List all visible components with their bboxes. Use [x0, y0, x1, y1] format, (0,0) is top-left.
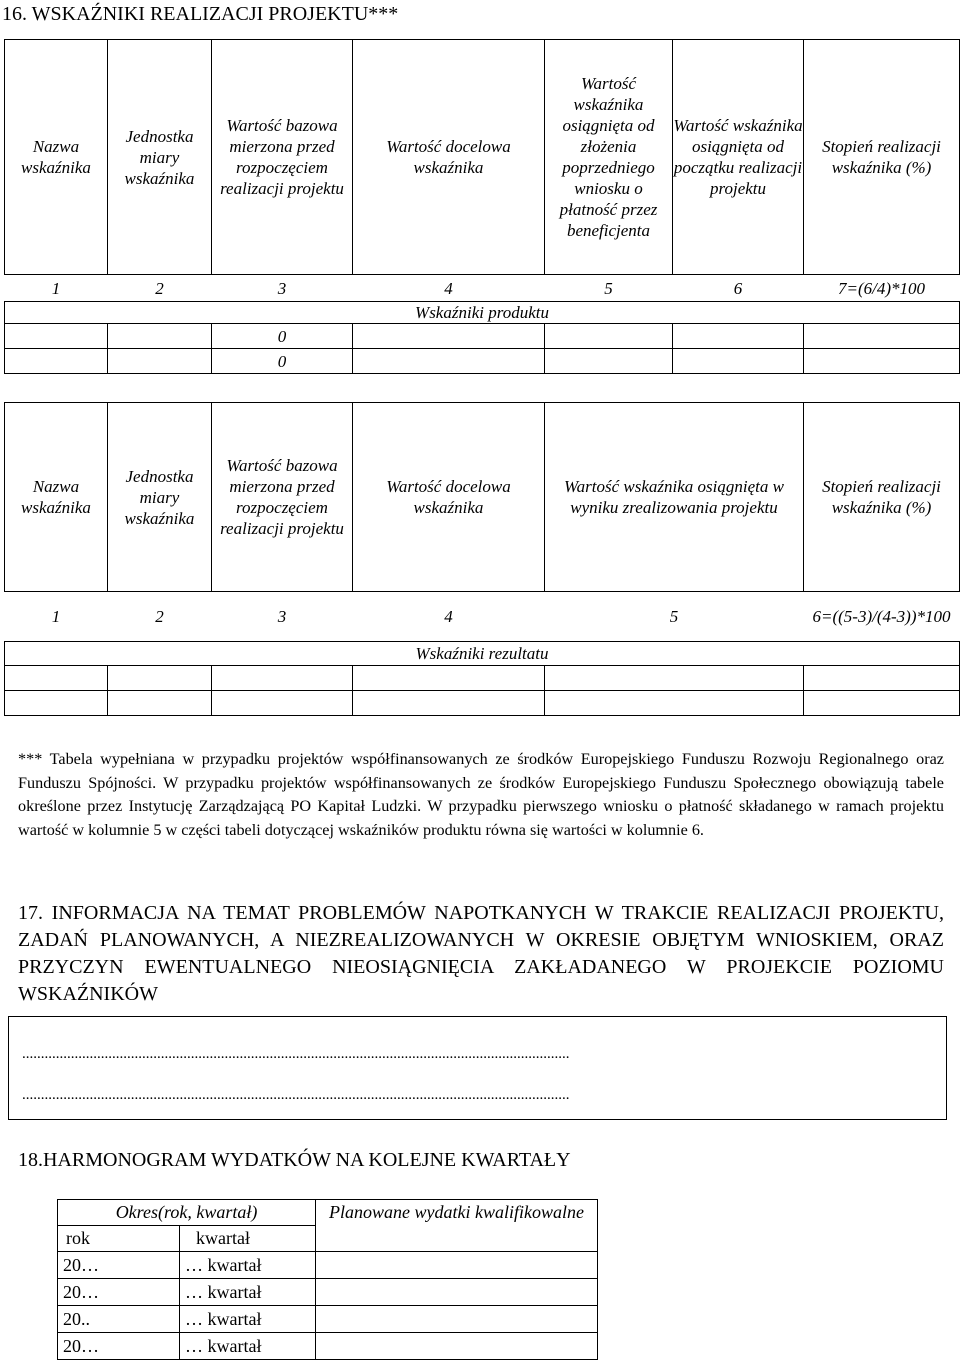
amount-cell[interactable]	[316, 1252, 598, 1279]
header-indicator-name: Nazwa wskaźnika	[5, 403, 108, 592]
col-number: 7=(6/4)*100	[837, 278, 926, 298]
col-number: 1	[51, 278, 61, 298]
year-cell[interactable]: 20…	[58, 1279, 180, 1306]
table-cell[interactable]	[545, 324, 673, 349]
header-baseline: Wartość bazowa mierzona przed rozpoczęciem realizacji projektu	[212, 40, 353, 275]
table-cell[interactable]	[5, 691, 108, 716]
group-label-row	[5, 302, 960, 324]
table-row	[58, 1306, 598, 1333]
quarter-cell[interactable]: … kwartał	[180, 1252, 316, 1279]
table-cell[interactable]	[804, 666, 960, 691]
footnote-text: *** Tabela wypełniana w przypadku projektów współfinansowanych ze środków Europejskiego Funduszu Rozwoju Regionalnego oraz Funduszu Spójności. W przypadku projektów współfinansowanych ze środków Europejskiego Funduszu Społecznego obowiązują tabele określone przez Instytucję Zarządzającą PO Kapitał Ludzki. W przypadku pierwszego wniosku o płatność składanego w ramach projektu wartość w kolumnie 5 w części tabeli dotyczącej wskaźników produktu równa się wartości w kolumnie 6.	[18, 750, 944, 839]
header-achieved: Wartość wskaźnika osiągnięta w wyniku zrealizowania projektu	[545, 403, 804, 592]
header-degree: Stopień realizacji wskaźnika (%)	[804, 40, 960, 275]
col-number: 4	[444, 607, 453, 626]
amount-cell[interactable]	[316, 1306, 598, 1333]
col-number: 5	[669, 607, 679, 626]
year-cell[interactable]: 20…	[58, 1252, 180, 1279]
quarter-cell[interactable]: … kwartał	[180, 1306, 316, 1333]
group-label-result: Wskaźniki rezultatu	[5, 642, 960, 666]
header-year: rok	[58, 1226, 180, 1252]
table-cell[interactable]	[804, 691, 960, 716]
header-since-start: Wartość wskaźnika osiągnięta od początku realizacji projektu	[673, 40, 804, 275]
table-cell[interactable]	[804, 349, 960, 374]
table-cell[interactable]	[545, 691, 804, 716]
column-number-row	[5, 592, 960, 642]
table-cell[interactable]	[353, 666, 545, 691]
quarter-cell[interactable]: … kwartał	[180, 1279, 316, 1306]
table-row	[58, 1252, 598, 1279]
table-cell[interactable]	[353, 324, 545, 349]
product-indicators-table	[4, 39, 960, 374]
header-row	[5, 403, 960, 592]
result-indicators-table	[4, 402, 960, 716]
col-number: 6=((5-3)/(4-3))*100	[812, 607, 951, 626]
header-unit: Jednostka miary wskaźnika	[108, 403, 212, 592]
col-number: 6	[733, 278, 743, 298]
header-row	[5, 40, 960, 275]
schedule-table	[57, 1199, 598, 1360]
column-number-row	[5, 275, 960, 302]
table-cell[interactable]	[108, 691, 212, 716]
table-cell[interactable]	[5, 324, 108, 349]
col-number: 2	[155, 607, 164, 626]
header-target: Wartość docelowa wskaźnika	[353, 403, 545, 592]
table-cell[interactable]	[353, 349, 545, 374]
table-cell[interactable]	[5, 666, 108, 691]
table-cell[interactable]	[108, 349, 212, 374]
table-cell[interactable]: 0	[212, 324, 353, 349]
year-cell[interactable]: 20..	[58, 1306, 180, 1333]
col-number: 4	[444, 278, 453, 298]
quarter-cell[interactable]: … kwartał	[180, 1333, 316, 1360]
table-cell[interactable]	[353, 691, 545, 716]
year-cell[interactable]: 20…	[58, 1333, 180, 1360]
table-cell[interactable]	[673, 349, 804, 374]
table-row	[5, 324, 960, 349]
table-row	[5, 666, 960, 691]
table-row	[58, 1333, 598, 1360]
section-18-title: 18.HARMONOGRAM WYDATKÓW NA KOLEJNE KWARTAŁY	[18, 1149, 571, 1171]
header-since-last-claim: Wartość wskaźnika osiągnięta od złożenia poprzedniego wniosku o płatność przez beneficjenta	[545, 40, 673, 275]
table-cell[interactable]	[212, 666, 353, 691]
table-row	[5, 691, 960, 716]
table-cell[interactable]	[673, 324, 804, 349]
header-degree: Stopień realizacji wskaźnika (%)	[804, 403, 960, 592]
col-number: 3	[277, 607, 287, 626]
header-target: Wartość docelowa wskaźnika	[353, 40, 545, 275]
table-cell[interactable]	[212, 691, 353, 716]
header-quarter: kwartał	[180, 1226, 316, 1252]
dotted-line: ..................................................................................................................................................	[22, 1046, 570, 1062]
header-baseline: Wartość bazowa mierzona przed rozpoczęciem realizacji projektu	[212, 403, 353, 592]
header-planned-expenses: Planowane wydatki kwalifikowalne	[316, 1200, 598, 1252]
col-number: 5	[604, 278, 613, 298]
col-number: 1	[51, 607, 61, 626]
header-period: Okres(rok, kwartał)	[58, 1200, 316, 1226]
table-cell[interactable]	[545, 349, 673, 374]
table-row	[5, 349, 960, 374]
amount-cell[interactable]	[316, 1333, 598, 1360]
header-row	[58, 1200, 598, 1226]
dotted-line: ..................................................................................................................................................	[22, 1087, 570, 1103]
section-17-answer-box[interactable]	[8, 1016, 947, 1120]
col-number: 2	[155, 278, 164, 298]
table-cell[interactable]	[545, 666, 804, 691]
table-cell[interactable]	[108, 666, 212, 691]
header-unit: Jednostka miary wskaźnika	[108, 40, 212, 275]
header-indicator-name: Nazwa wskaźnika	[5, 40, 108, 275]
table-cell[interactable]	[5, 349, 108, 374]
col-number: 3	[277, 278, 287, 298]
amount-cell[interactable]	[316, 1279, 598, 1306]
table-cell[interactable]: 0	[212, 349, 353, 374]
group-label-product: Wskaźniki produktu	[5, 302, 960, 324]
section-17-title: 17. INFORMACJA NA TEMAT PROBLEMÓW NAPOTKANYCH W TRAKCIE REALIZACJI PROJEKTU, ZADAŃ PLANOWANYCH, A NIEZREALIZOWANYCH W OKRESIE OBJĘTYM WNIOSKIEM, ORAZ PRZYCZYN EWENTUALNEGO NIEOSIĄGNIĘCIA ZAKŁADANEGO W PROJEKCIE POZIOMU WSKAŹNIKÓW	[18, 902, 944, 1005]
table-cell[interactable]	[108, 324, 212, 349]
table-row	[58, 1279, 598, 1306]
group-label-row	[5, 642, 960, 666]
table-cell[interactable]	[804, 324, 960, 349]
section-16-title: 16. WSKAŹNIKI REALIZACJI PROJEKTU***	[2, 3, 399, 25]
